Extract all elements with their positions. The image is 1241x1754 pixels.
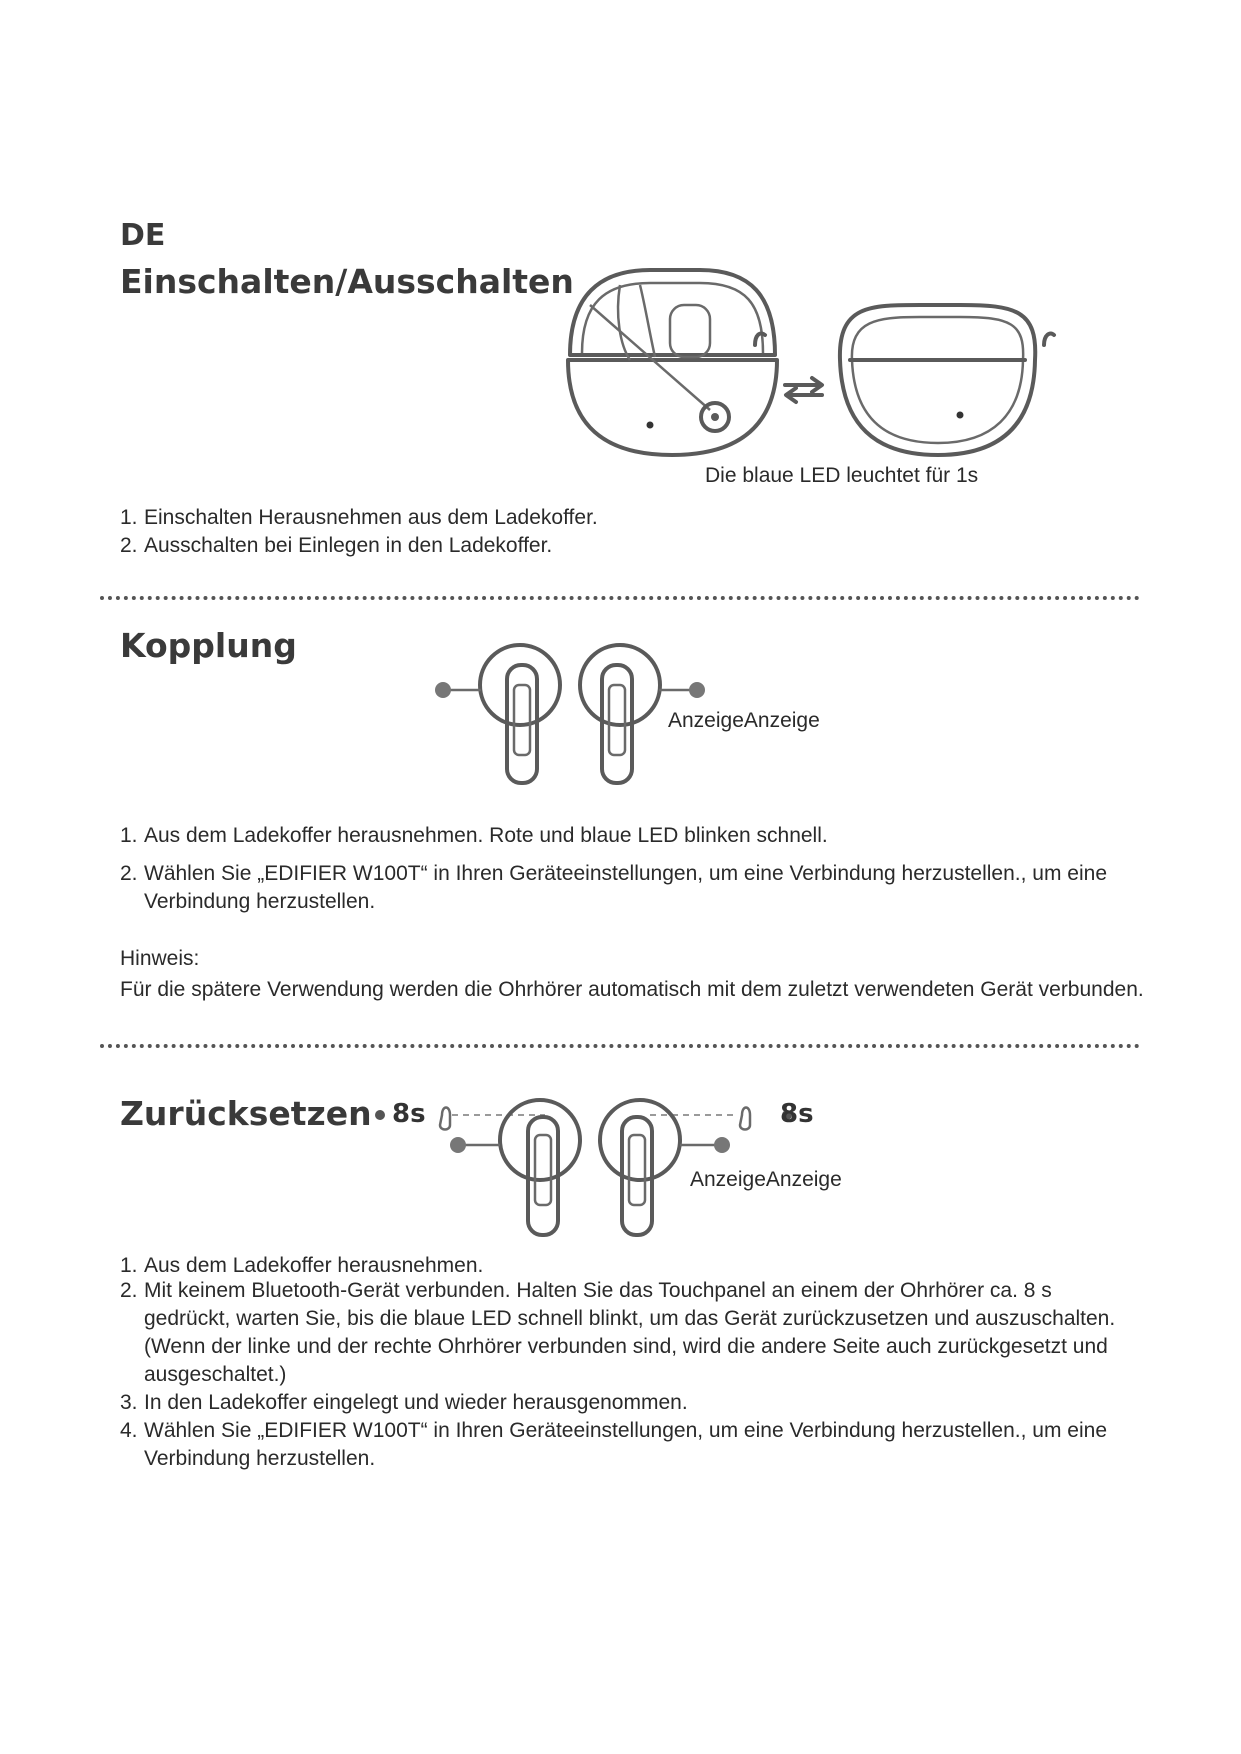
hold-time-right: 8s <box>780 1099 814 1129</box>
list-item: 1. Aus dem Ladekoffer herausnehmen. <box>120 1254 484 1277</box>
list-item: 1. Aus dem Ladekoffer herausnehmen. Rote und blaue LED blinken schnell. <box>120 824 828 847</box>
hold-time-left: 8s <box>392 1099 426 1129</box>
closed-case-icon <box>840 305 1054 455</box>
note-text: Für die spätere Verwendung werden die Ohrhörer automatisch mit dem zuletzt verwendeten Gerät verbunden. <box>120 978 1144 1001</box>
left-earbud-icon <box>450 1100 580 1235</box>
divider <box>100 596 1140 600</box>
list-item: 1. Einschalten Herausnehmen aus dem Ladekoffer. <box>120 506 598 529</box>
reset-steps <box>120 1255 1115 1473</box>
list-item: 2. Mit keinem Bluetooth-Gerät verbunden. Halten Sie das Touchpanel an einem der Ohrhörer ca. 8 s gedrückt, warten Sie, bis die blaue LED schnell blinkt, um das Gerät zurückzusetzen und auszuschalten. (Wenn der linke und der rechte Ohrhörer verbunden sind, wird die andere Seite auch zurückgesetzt und ausgeschaltet.) <box>120 1279 1116 1386</box>
touch-hand-icon <box>740 1108 750 1130</box>
touch-hand-icon <box>440 1108 450 1130</box>
charging-case-illustration <box>560 265 1100 465</box>
left-earbud-icon <box>435 645 560 783</box>
led-dot-icon <box>375 1110 385 1120</box>
language-heading: DE <box>120 218 166 253</box>
indicator-label: AnzeigeAnzeige <box>668 709 820 732</box>
list-item: 2. Wählen Sie „EDIFIER W100T“ in Ihren Geräteeinstellungen, um eine Verbindung herzustellen., um eine Verbindung herzustellen. <box>120 862 1108 913</box>
list-item: 3. In den Ladekoffer eingelegt und wieder herausgenommen. <box>120 1391 688 1414</box>
pairing-steps <box>120 822 1107 916</box>
section-title-reset: Zurücksetzen <box>120 1094 372 1133</box>
swap-arrows-icon <box>785 378 822 402</box>
power-steps <box>120 504 598 560</box>
led-caption: Die blaue LED leuchtet für 1s <box>705 464 979 487</box>
note-label: Hinweis: <box>120 947 200 970</box>
section-title-power: Einschalten/Ausschalten <box>120 262 574 301</box>
indicator-label: AnzeigeAnzeige <box>690 1168 842 1191</box>
section-title-pairing: Kopplung <box>120 626 297 665</box>
divider <box>100 1044 1140 1048</box>
list-item: 4. Wählen Sie „EDIFIER W100T“ in Ihren Geräteeinstellungen, um eine Verbindung herzustellen., um eine Verbindung herzustellen. <box>120 1419 1108 1470</box>
open-case-icon <box>568 270 777 455</box>
list-item: 2. Ausschalten bei Einlegen in den Ladekoffer. <box>120 534 553 557</box>
